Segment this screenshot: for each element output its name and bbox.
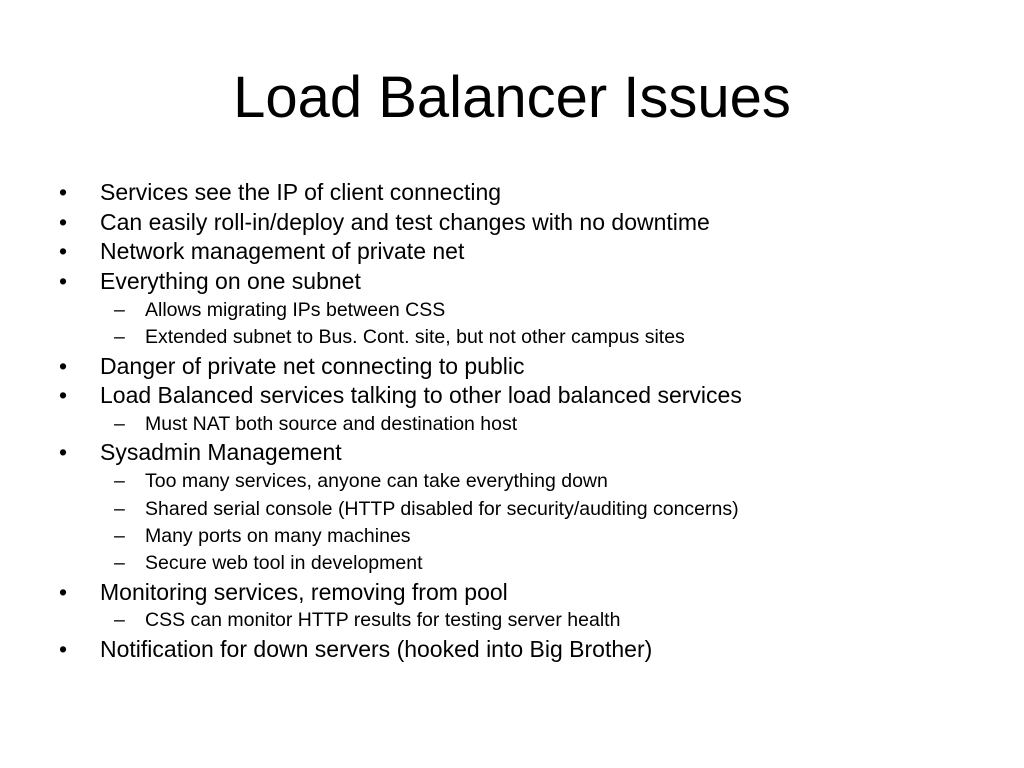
bullet-text: Can easily roll-in/deploy and test changes with no downtime: [100, 208, 710, 235]
dash-icon: –: [114, 326, 125, 349]
bullet-text: Extended subnet to Bus. Cont. site, but not other campus sites: [145, 326, 685, 349]
bullet-text: Must NAT both source and destination host: [145, 413, 518, 436]
sub-bullet-item: [0, 607, 1024, 634]
bullet-list: [0, 178, 1024, 665]
bullet-text: Allows migrating IPs between CSS: [145, 298, 446, 321]
bullet-item: [0, 438, 1024, 468]
bullet-dot-icon: •: [59, 208, 68, 235]
dash-icon: –: [114, 298, 125, 321]
slide-title: Load Balancer Issues: [233, 65, 791, 130]
bullet-item: [0, 237, 1024, 267]
bullet-dot-icon: •: [59, 352, 68, 379]
bullet-text: Many ports on many machines: [145, 524, 411, 547]
bullet-text: Monitoring services, removing from pool: [100, 578, 508, 605]
bullet-text: Notification for down servers (hooked into Big Brother): [100, 635, 653, 662]
bullet-text: Shared serial console (HTTP disabled for security/auditing concerns): [145, 497, 739, 520]
bullet-item: [0, 352, 1024, 382]
bullet-text: Secure web tool in development: [145, 552, 423, 575]
dash-icon: –: [114, 413, 125, 436]
sub-bullet-item: [0, 496, 1024, 523]
bullet-item: [0, 267, 1024, 297]
bullet-item: [0, 381, 1024, 411]
sub-bullet-item: [0, 523, 1024, 550]
sub-bullet-item: [0, 324, 1024, 351]
bullet-text: Everything on one subnet: [100, 268, 361, 295]
bullet-dot-icon: •: [59, 439, 68, 466]
bullet-item: [0, 578, 1024, 608]
bullet-item: [0, 208, 1024, 238]
bullet-text: Network management of private net: [100, 238, 465, 265]
sub-bullet-item: [0, 550, 1024, 577]
bullet-text: Danger of private net connecting to public: [100, 352, 525, 379]
dash-icon: –: [114, 524, 125, 547]
dash-icon: –: [114, 609, 125, 632]
bullet-dot-icon: •: [59, 635, 68, 662]
bullet-dot-icon: •: [59, 382, 68, 409]
dash-icon: –: [114, 497, 125, 520]
bullet-dot-icon: •: [59, 578, 68, 605]
dash-icon: –: [114, 552, 125, 575]
bullet-text: CSS can monitor HTTP results for testing server health: [145, 609, 621, 632]
bullet-dot-icon: •: [59, 238, 68, 265]
bullet-item: [0, 635, 1024, 665]
bullet-text: Services see the IP of client connecting: [100, 179, 502, 205]
bullet-text: Too many services, anyone can take everything down: [145, 470, 608, 493]
sub-bullet-item: [0, 411, 1024, 438]
bullet-text: Load Balanced services talking to other load balanced services: [100, 382, 742, 409]
sub-bullet-item: [0, 468, 1024, 495]
bullet-dot-icon: •: [59, 268, 68, 295]
bullet-dot-icon: •: [59, 179, 68, 205]
sub-bullet-item: [0, 297, 1024, 324]
bullet-text: Sysadmin Management: [100, 439, 342, 466]
dash-icon: –: [114, 470, 125, 493]
bullet-item: [0, 178, 1024, 208]
